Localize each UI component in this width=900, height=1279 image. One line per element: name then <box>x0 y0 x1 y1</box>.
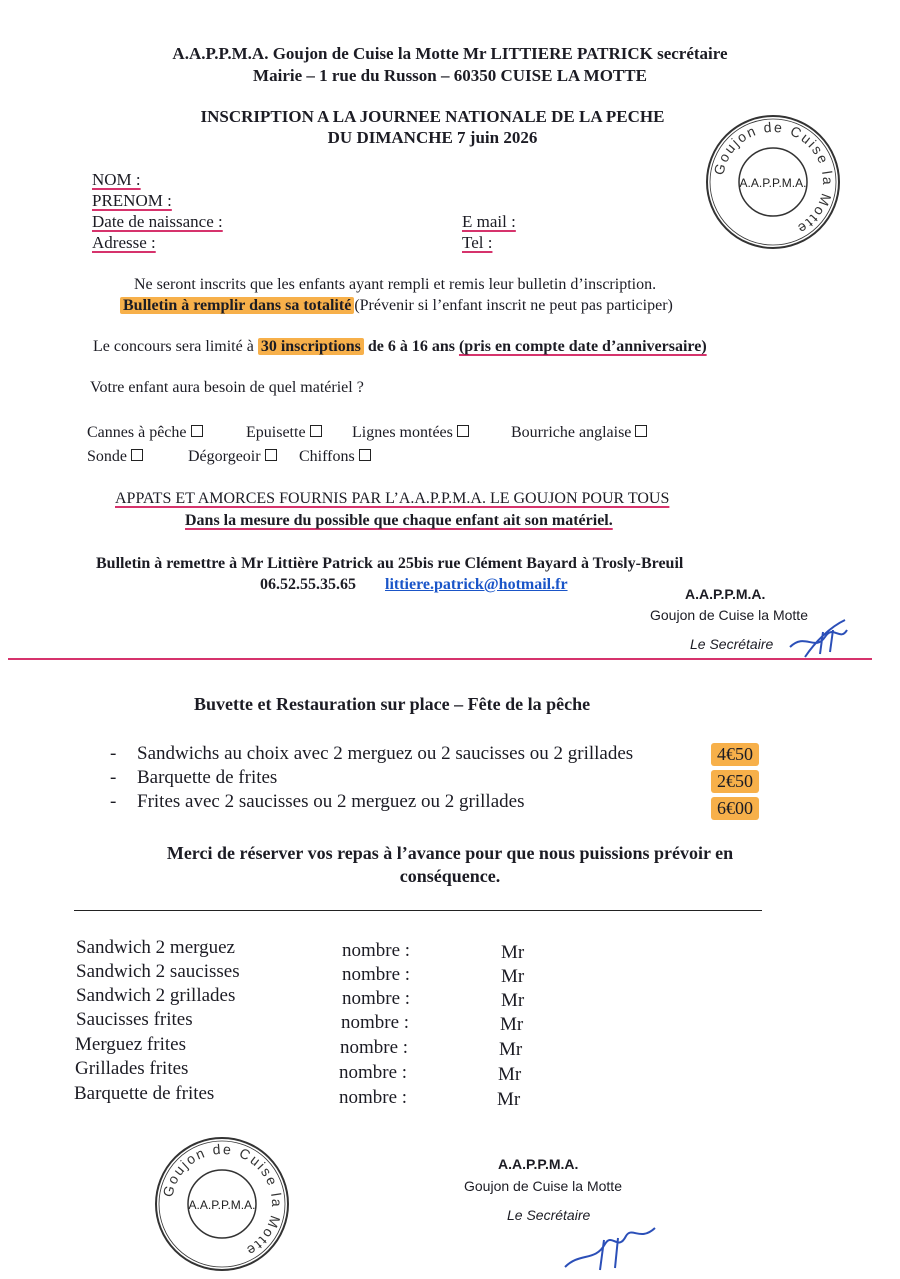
divider <box>74 910 762 911</box>
order-nombre[interactable]: nombre : <box>339 1087 408 1108</box>
checkbox-bourriche[interactable] <box>511 424 647 442</box>
stamp-bottom <box>152 1134 292 1274</box>
checkbox-chiffons[interactable] <box>299 448 371 466</box>
header-line-2: Mairie – 1 rue du Russon – 60350 CUISE LA MOTTE <box>253 66 647 85</box>
stamp-ring-text: Goujon de Cuise la Motte <box>159 1140 286 1261</box>
order-item: Grillades frites <box>75 1058 189 1079</box>
signature-scribble-icon <box>560 1222 660 1272</box>
checkbox-cannes[interactable] <box>87 424 203 442</box>
price-barquette: 2€50 <box>711 770 759 793</box>
order-nombre[interactable]: nombre : <box>342 988 411 1009</box>
order-item: Sandwich 2 grillades <box>76 985 236 1006</box>
price-frites: 6€00 <box>711 797 759 820</box>
field-tel[interactable]: Tel : <box>462 233 493 252</box>
limit-age: de 6 à 16 ans <box>367 338 455 355</box>
limit-highlight: 30 inscriptions <box>258 338 364 355</box>
signature-role-bottom: Le Secrétaire <box>507 1207 591 1223</box>
materiel-question: Votre enfant aura besoin de quel matériel ? <box>90 379 364 396</box>
checkbox-epuisette[interactable] <box>246 424 322 442</box>
stamp-center-text: A.A.P.P.M.A. <box>739 176 807 190</box>
order-item: Barquette de frites <box>74 1083 215 1104</box>
checkbox-label: Cannes à pêche <box>87 424 187 441</box>
checkbox-sonde[interactable] <box>87 448 143 466</box>
order-item: Sandwich 2 merguez <box>76 937 235 958</box>
appats-line-1: APPATS ET AMORCES FOURNIS PAR L’A.A.P.P.M.A. LE GOUJON POUR TOUS <box>115 490 670 507</box>
reserve-line-2: conséquence. <box>399 866 501 886</box>
stamp-circle-icon <box>703 112 843 252</box>
field-prenom[interactable]: PRENOM : <box>92 191 172 210</box>
notice-line-2 <box>120 297 673 315</box>
order-mr[interactable]: Mr <box>501 966 525 987</box>
checkbox-box-icon[interactable] <box>191 425 203 437</box>
menu-item-sandwich: Sandwichs au choix avec 2 merguez ou 2 saucisses ou 2 grillades <box>137 743 634 764</box>
remise-email-link[interactable]: littiere.patrick@hotmail.fr <box>385 576 568 593</box>
checkbox-label: Epuisette <box>246 424 306 441</box>
checkbox-box-icon[interactable] <box>131 449 143 461</box>
order-nombre[interactable]: nombre : <box>342 964 411 985</box>
stamp-ring-text: Goujon de Cuise la Motte <box>710 118 837 239</box>
menu-item-barquette: Barquette de frites <box>137 767 278 788</box>
order-item: Merguez frites <box>75 1034 186 1055</box>
checkbox-lignes[interactable] <box>352 424 469 442</box>
field-email[interactable]: E mail : <box>462 212 516 231</box>
notice-highlight: Bulletin à remplir dans sa totalité <box>120 297 354 314</box>
order-item: Saucisses frites <box>76 1009 193 1030</box>
checkbox-label: Bourriche anglaise <box>511 424 632 441</box>
order-nombre[interactable]: nombre : <box>341 1012 410 1033</box>
stamp-circle-icon <box>152 1134 292 1274</box>
signature-org-bottom: A.A.P.P.M.A. <box>498 1156 579 1172</box>
notice-line-1: Ne seront inscrits que les enfants ayant rempli et remis leur bulletin d’inscription. <box>134 276 657 293</box>
signature-role: Le Secrétaire <box>690 636 774 652</box>
order-nombre[interactable]: nombre : <box>340 1037 409 1058</box>
buvette-title: Buvette et Restauration sur place – Fête de la pêche <box>194 694 591 714</box>
checkbox-degorgeoir[interactable] <box>188 448 277 466</box>
checkbox-box-icon[interactable] <box>457 425 469 437</box>
order-mr[interactable]: Mr <box>501 942 525 963</box>
signature-name: Goujon de Cuise la Motte <box>650 607 808 623</box>
signature-org: A.A.P.P.M.A. <box>685 586 766 602</box>
notice-line-2-rest: (Prévenir si l’enfant inscrit ne peut pas participer) <box>354 297 673 314</box>
menu-dash: - <box>110 767 117 788</box>
checkbox-label: Lignes montées <box>352 424 453 441</box>
limit-prefix: Le concours sera limité à <box>93 338 254 355</box>
price-sandwich: 4€50 <box>711 743 759 766</box>
appats-line-2: Dans la mesure du possible que chaque enfant ait son matériel. <box>185 512 613 529</box>
remise-phone: 06.52.55.35.65 <box>260 576 356 593</box>
checkbox-label: Chiffons <box>299 448 355 465</box>
limit-paren: (pris en compte date d’anniversaire) <box>458 338 707 355</box>
order-item: Sandwich 2 saucisses <box>76 961 240 982</box>
menu-dash: - <box>110 743 117 764</box>
stamp-top <box>703 112 843 252</box>
order-mr[interactable]: Mr <box>497 1089 521 1110</box>
menu-dash: - <box>110 791 117 812</box>
cut-line <box>8 658 872 660</box>
remise-line: Bulletin à remettre à Mr Littière Patrick au 25bis rue Clément Bayard à Trosly-Breuil <box>96 555 684 572</box>
checkbox-box-icon[interactable] <box>310 425 322 437</box>
title-line-1: INSCRIPTION A LA JOURNEE NATIONALE DE LA PECHE <box>200 107 665 126</box>
checkbox-box-icon[interactable] <box>635 425 647 437</box>
reserve-line-1: Merci de réserver vos repas à l’avance pour que nous puissions prévoir en <box>166 843 734 863</box>
signature-scribble-icon <box>785 612 855 662</box>
stamp-center-text: A.A.P.P.M.A. <box>188 1198 256 1212</box>
header-line-1: A.A.P.P.M.A. Goujon de Cuise la Motte Mr LITTIERE PATRICK secrétaire <box>172 44 728 63</box>
checkbox-label: Sonde <box>87 448 127 465</box>
order-mr[interactable]: Mr <box>498 1064 522 1085</box>
field-nom[interactable]: NOM : <box>92 170 141 189</box>
checkbox-label: Dégorgeoir <box>188 448 261 465</box>
checkbox-box-icon[interactable] <box>359 449 371 461</box>
order-nombre[interactable]: nombre : <box>342 940 411 961</box>
order-nombre[interactable]: nombre : <box>339 1062 408 1083</box>
order-mr[interactable]: Mr <box>500 1014 524 1035</box>
title-line-2: DU DIMANCHE 7 juin 2026 <box>327 128 538 147</box>
signature-name-bottom: Goujon de Cuise la Motte <box>464 1178 622 1194</box>
order-mr[interactable]: Mr <box>499 1039 523 1060</box>
field-date-naissance[interactable]: Date de naissance : <box>92 212 223 231</box>
limit-line <box>93 338 707 356</box>
menu-item-frites: Frites avec 2 saucisses ou 2 merguez ou 2 grillades <box>137 791 525 812</box>
order-mr[interactable]: Mr <box>501 990 525 1011</box>
field-adresse[interactable]: Adresse : <box>92 233 156 252</box>
checkbox-box-icon[interactable] <box>265 449 277 461</box>
